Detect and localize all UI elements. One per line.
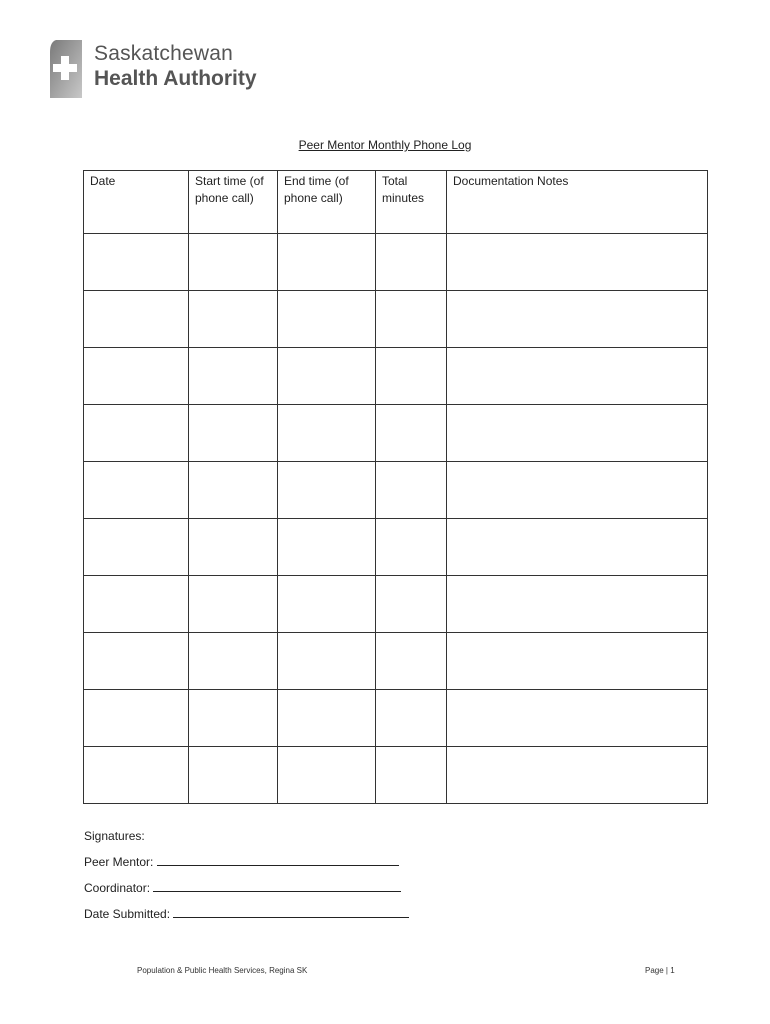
total-minutes-cell[interactable]	[376, 576, 447, 633]
documentation-notes-cell[interactable]	[447, 291, 708, 348]
table-row	[84, 348, 708, 405]
total-minutes-cell[interactable]	[376, 519, 447, 576]
start-time-cell[interactable]	[189, 576, 278, 633]
table-row	[84, 690, 708, 747]
documentation-notes-cell[interactable]	[447, 462, 708, 519]
start-time-cell[interactable]	[189, 348, 278, 405]
date-cell[interactable]	[84, 576, 189, 633]
column-header-total-minutes: Total minutes	[376, 171, 447, 234]
date-submitted-line[interactable]	[173, 904, 409, 918]
total-minutes-cell[interactable]	[376, 234, 447, 291]
total-minutes-cell[interactable]	[376, 633, 447, 690]
end-time-cell[interactable]	[278, 348, 376, 405]
table-header-row	[84, 171, 708, 234]
column-header-end-time: End time (of phone call)	[278, 171, 376, 234]
peer-mentor-label: Peer Mentor:	[84, 855, 154, 869]
footer-page-number: Page | 1	[645, 966, 675, 975]
documentation-notes-cell[interactable]	[447, 690, 708, 747]
total-minutes-cell[interactable]	[376, 291, 447, 348]
end-time-cell[interactable]	[278, 519, 376, 576]
total-minutes-cell[interactable]	[376, 405, 447, 462]
end-time-cell[interactable]	[278, 576, 376, 633]
date-cell[interactable]	[84, 234, 189, 291]
documentation-notes-cell[interactable]	[447, 234, 708, 291]
start-time-cell[interactable]	[189, 747, 278, 804]
documentation-notes-cell[interactable]	[447, 747, 708, 804]
end-time-cell[interactable]	[278, 234, 376, 291]
phone-log-table	[83, 170, 708, 804]
column-header-date: Date	[84, 171, 189, 234]
footer-department: Population & Public Health Services, Regina SK	[137, 966, 308, 975]
signatures-section	[84, 826, 409, 930]
total-minutes-cell[interactable]	[376, 348, 447, 405]
table-row	[84, 633, 708, 690]
org-name-line1: Saskatchewan	[94, 42, 233, 65]
coordinator-signature-line[interactable]	[153, 878, 401, 892]
start-time-cell[interactable]	[189, 462, 278, 519]
documentation-notes-cell[interactable]	[447, 519, 708, 576]
documentation-notes-cell[interactable]	[447, 633, 708, 690]
table-row	[84, 462, 708, 519]
total-minutes-cell[interactable]	[376, 690, 447, 747]
table-row	[84, 234, 708, 291]
table-row	[84, 747, 708, 804]
page-title: Peer Mentor Monthly Phone Log	[298, 138, 472, 152]
column-header-start-time: Start time (of phone call)	[189, 171, 278, 234]
peer-mentor-signature-line[interactable]	[157, 852, 399, 866]
organization-logo	[48, 38, 288, 102]
date-cell[interactable]	[84, 291, 189, 348]
coordinator-label: Coordinator:	[84, 881, 151, 895]
start-time-cell[interactable]	[189, 234, 278, 291]
start-time-cell[interactable]	[189, 291, 278, 348]
date-cell[interactable]	[84, 633, 189, 690]
table-row	[84, 405, 708, 462]
end-time-cell[interactable]	[278, 462, 376, 519]
start-time-cell[interactable]	[189, 405, 278, 462]
plus-cross-icon	[48, 38, 84, 100]
documentation-notes-cell[interactable]	[447, 576, 708, 633]
organization-name	[94, 42, 257, 92]
start-time-cell[interactable]	[189, 690, 278, 747]
table-row	[84, 576, 708, 633]
column-header-documentation-notes: Documentation Notes	[447, 171, 708, 234]
table-row	[84, 519, 708, 576]
date-cell[interactable]	[84, 405, 189, 462]
start-time-cell[interactable]	[189, 633, 278, 690]
date-cell[interactable]	[84, 747, 189, 804]
end-time-cell[interactable]	[278, 690, 376, 747]
end-time-cell[interactable]	[278, 747, 376, 804]
total-minutes-cell[interactable]	[376, 462, 447, 519]
end-time-cell[interactable]	[278, 633, 376, 690]
documentation-notes-cell[interactable]	[447, 348, 708, 405]
end-time-cell[interactable]	[278, 405, 376, 462]
date-cell[interactable]	[84, 519, 189, 576]
signatures-heading: Signatures:	[84, 829, 145, 843]
date-cell[interactable]	[84, 690, 189, 747]
total-minutes-cell[interactable]	[376, 747, 447, 804]
start-time-cell[interactable]	[189, 519, 278, 576]
documentation-notes-cell[interactable]	[447, 405, 708, 462]
org-name-line2: Health Authority	[94, 67, 257, 90]
date-cell[interactable]	[84, 462, 189, 519]
date-cell[interactable]	[84, 348, 189, 405]
date-submitted-label: Date Submitted:	[84, 907, 171, 921]
end-time-cell[interactable]	[278, 291, 376, 348]
table-row	[84, 291, 708, 348]
